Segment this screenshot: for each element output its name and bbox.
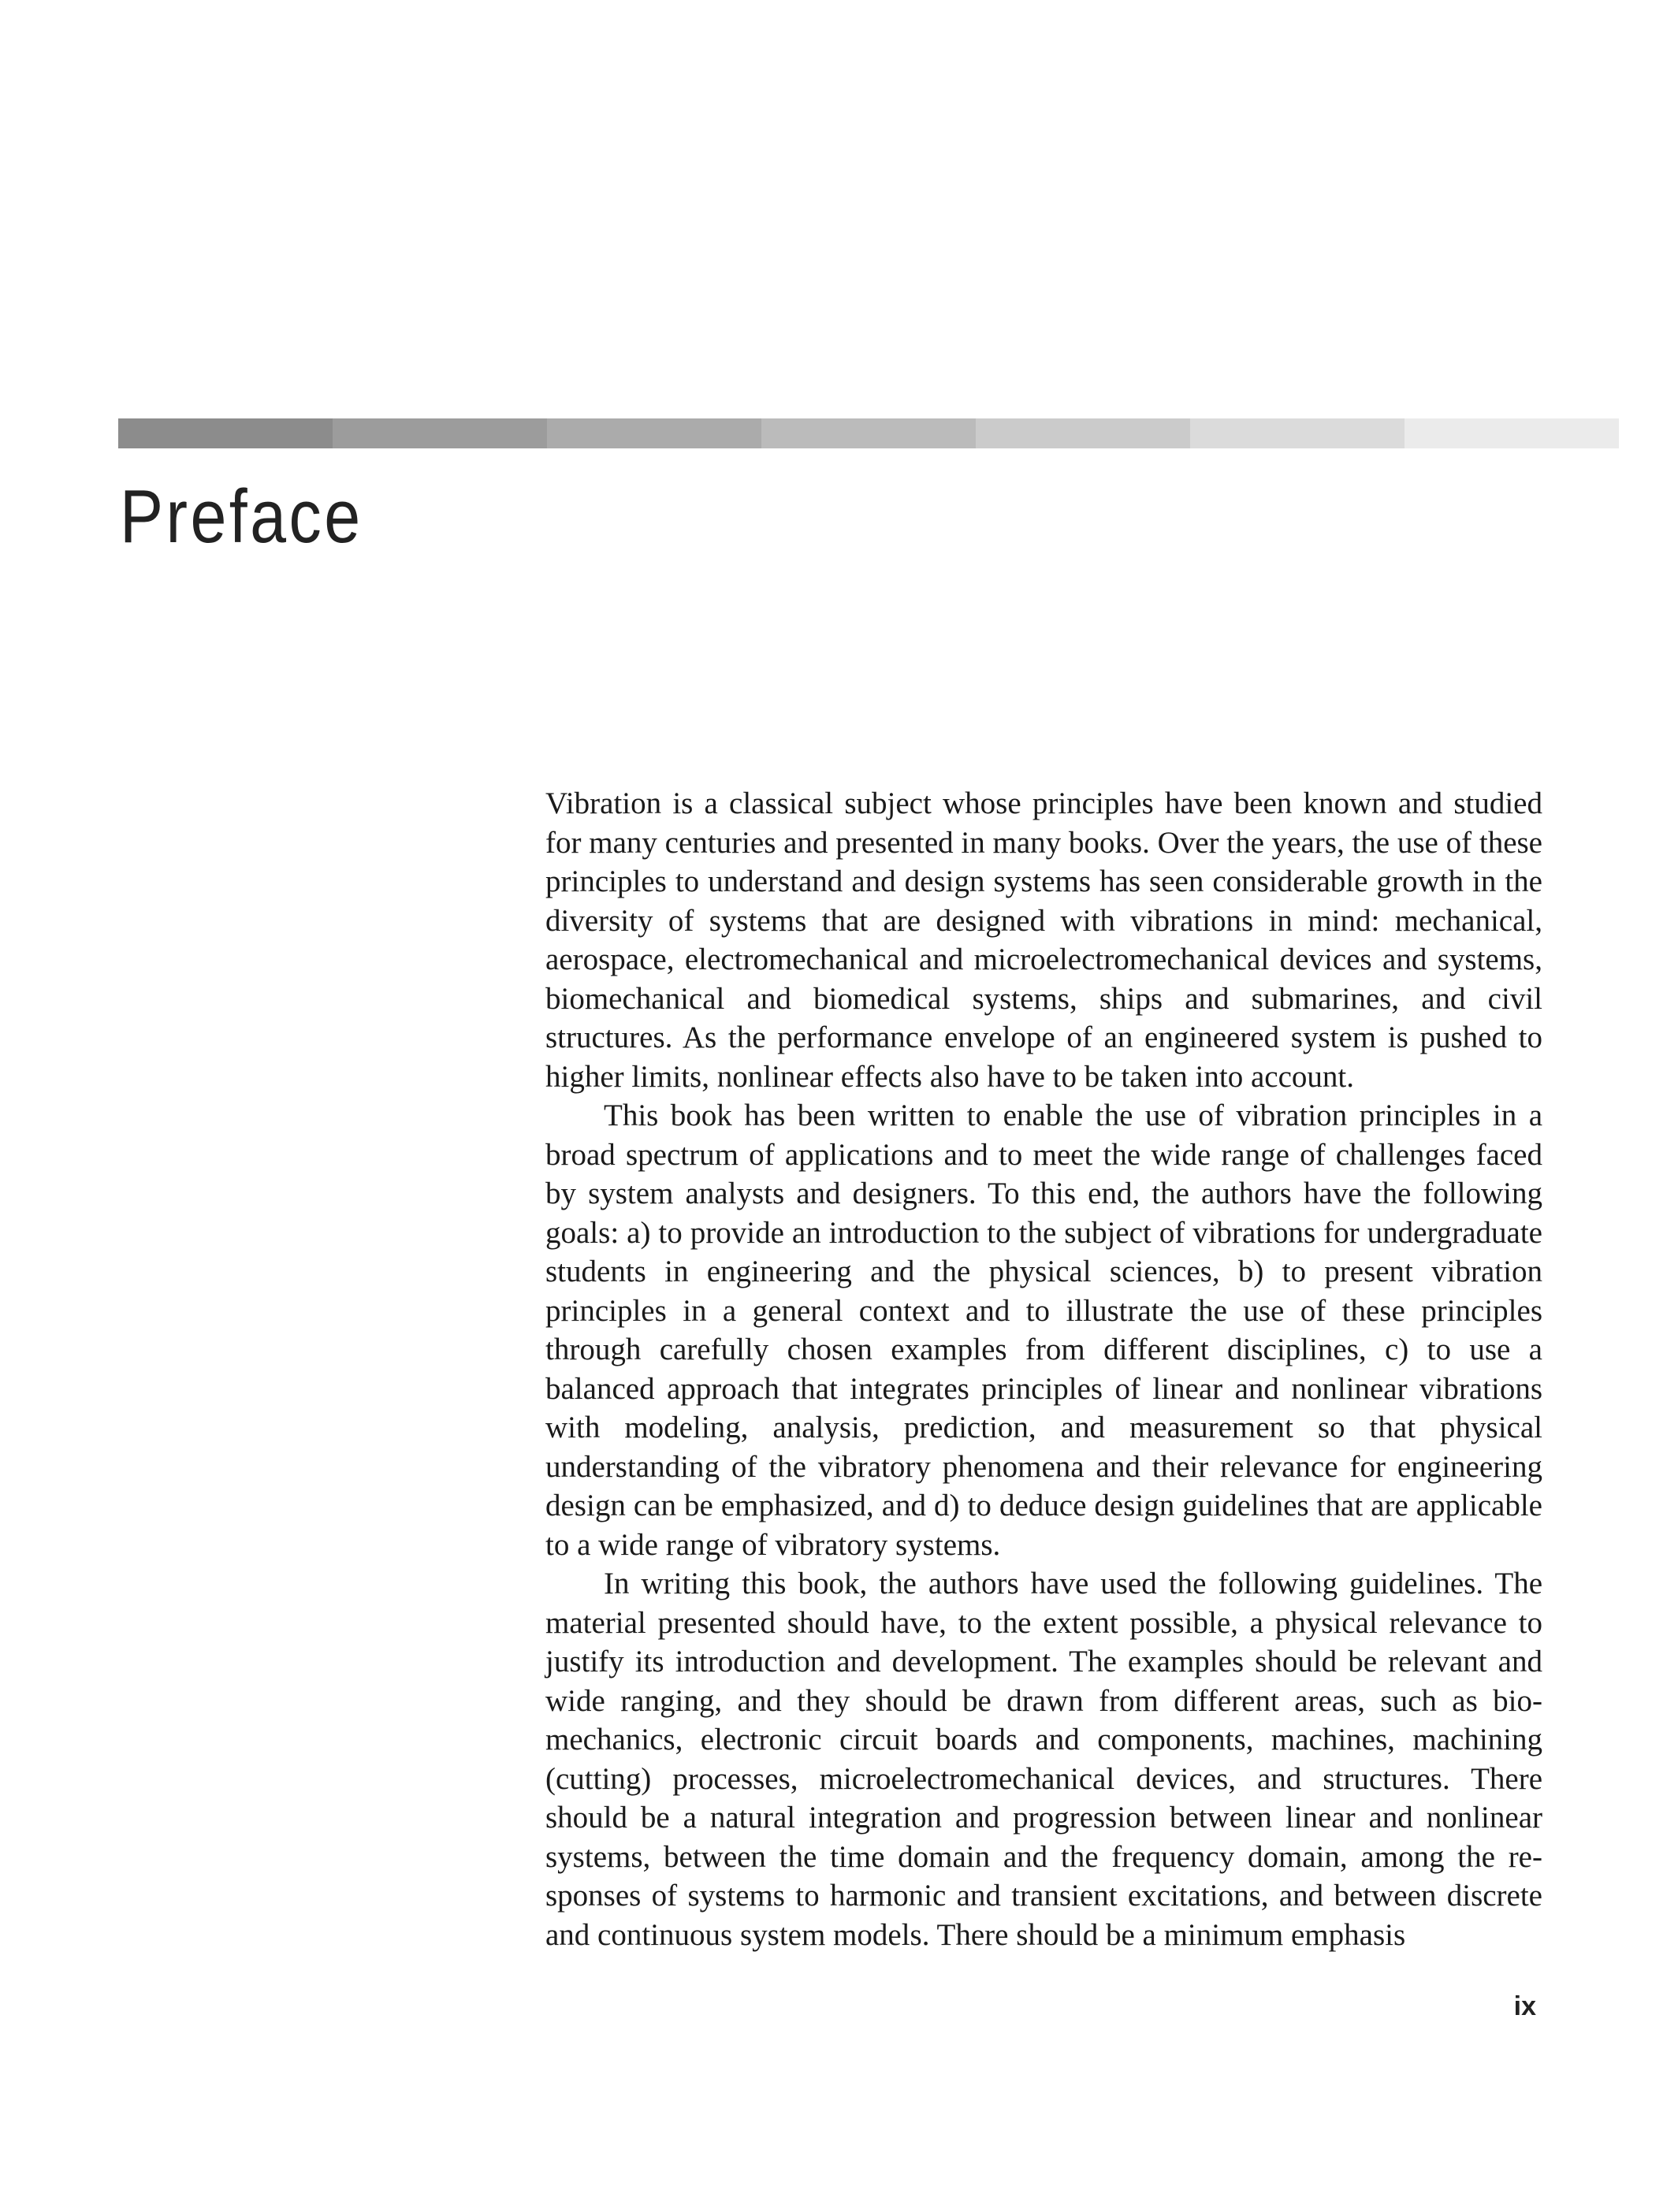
header-bar-segment (976, 418, 1190, 448)
header-bar-segment (1405, 418, 1619, 448)
header-bar-segment (1190, 418, 1405, 448)
header-bar-segment (761, 418, 976, 448)
paragraph: Vibration is a classical subject whose principles have been known and studied for many centuries and presented in many books. Over the years, the use of these principles to understand and design systems has seen considerable growth in the diversity of systems that are designed with vibrations in mind: mechanical, aerospace, electromechanical and microelectromechanical devices and systems, biomechanical and biomedical systems, ships and submarines, and civil structures. As the performance envelope of an engineered system is pushed to higher limits, nonlinear effects also have to be taken into account. (545, 786, 1542, 1094)
header-bar-segment (118, 418, 333, 448)
page-number: ix (1513, 1991, 1536, 2021)
body-text (545, 784, 1542, 1954)
paragraph: In writing this book, the authors have used the following guidelines. The material presented should have, to the extent possible, a physical relevance to justify its introduction and development. The examples should be relevant and wide ranging, and they should be drawn from different areas, such as biomechanics, electronic circuit boards and components, machines, machining (cutting) processes, microelectromechanical devices, and structures. There should be a natural integration and progression between linear and nonlinear systems, between the time domain and the frequency domain, among the responses of systems to harmonic and transient excitations, and between discrete and continuous system models. There should be a minimum emphasis (545, 1567, 1542, 1952)
chapter-header-bar (118, 418, 1619, 448)
header-bar-segment (333, 418, 547, 448)
paragraph: This book has been written to enable the use of vibration principles in a broad spectrum of applications and to meet the wide range of challenges faced by system analysts and designers. To this end, the authors have the following goals: a) to provide an introduction to the subject of vibrations for undergraduate students in engineering and the physical sciences, b) to present vibration principles in a general context and to illustrate the use of these principles through carefully chosen examples from different disciplines, c) to use a balanced approach that integrates principles of linear and nonlinear vibrations with modeling, analysis, prediction, and measurement so that physical understanding of the vibratory phenomena and their relevance for engineering design can be emphasized, and d) to deduce design guidelines that are applicable to a wide range of vibratory systems. (545, 1099, 1542, 1562)
header-bar-segment (547, 418, 761, 448)
chapter-title: Preface (120, 474, 363, 559)
